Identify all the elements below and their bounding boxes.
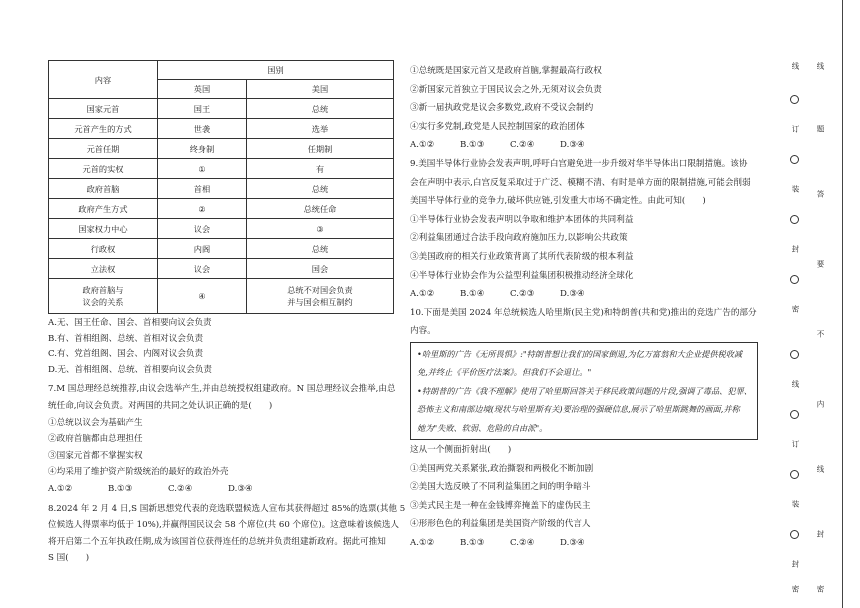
binding-circle	[790, 275, 799, 284]
table-cell: 国家权力中心	[49, 219, 158, 239]
table-cell: ③	[247, 219, 394, 239]
text-line: ②政府首脑都由总理担任	[48, 434, 143, 445]
table-cell: 议会	[158, 259, 247, 279]
text-line: 将开启第二个五年执政任期,成为该国首位获得连任的总统并负责组建新政府。据此可推知	[48, 536, 386, 547]
text-line: 订	[791, 125, 800, 133]
text-line: D.③④	[560, 140, 585, 151]
table-cell: 总统任命	[247, 199, 394, 219]
table-row	[49, 119, 394, 139]
table-cell: 议会	[158, 219, 247, 239]
table-col-us: 美国	[247, 80, 394, 99]
binding-circle	[790, 350, 799, 359]
binding-circle	[790, 530, 799, 539]
text-line: ①总统既是国家元首又是政府首脑,掌握最高行政权	[410, 66, 602, 76]
text-line: 封	[791, 560, 800, 568]
option-a: A.无、国王任命、国会、首相要向议会负责	[48, 318, 212, 328]
text-line: 题	[816, 125, 825, 133]
table-cell: 政府产生方式	[49, 199, 158, 219]
table-col-uk: 英国	[158, 80, 247, 99]
q7-options	[48, 481, 394, 498]
text-line: ①半导体行业协会发表声明以争取和维护本团体的共同利益	[410, 214, 634, 225]
text-line: ②新国家元首独立于国民议会之外,无须对议会负责	[410, 84, 602, 95]
text-line: 位候选人得票率均低于 10%),并赢得国民议会 58 个席位(共 60 个席位)。这意味着该候选人	[48, 520, 400, 531]
text-line: C.②④	[510, 537, 535, 548]
table-row	[49, 199, 394, 219]
text-line: 线	[791, 380, 800, 388]
table-row	[49, 259, 394, 279]
binding-circle	[790, 470, 799, 479]
table-cell: 总统不对国会负责 并与国会相互制约	[247, 279, 394, 314]
table-row	[49, 239, 394, 259]
text-line: ③美国政府的相关行业政策背离了其所代表阶级的根本利益	[410, 251, 634, 262]
table-cell: 元首任期	[49, 139, 158, 159]
text-line: C.②④	[168, 483, 193, 494]
text-line: 装	[791, 500, 800, 508]
text-line: S 国( )	[48, 553, 90, 564]
text-line: •特朗普的广告《我不理解》使用了哈里斯回答关于移民政策问题的片段,强调了毒品、犯罪、	[417, 385, 752, 396]
table-cell: 内阁	[158, 239, 247, 259]
table-header-country: 国别	[158, 61, 394, 80]
table-cell: 首相	[158, 179, 247, 199]
text-line: 密	[791, 305, 800, 313]
q8-options	[410, 136, 758, 155]
text-line: ④半导体行业协会作为公益型利益集团积极推动经济全球化	[410, 270, 634, 281]
text-line: 封	[816, 530, 825, 538]
table-cell: 元首的实权	[49, 159, 158, 179]
campaign-ad-box	[410, 342, 758, 440]
text-line: B.①③	[108, 483, 133, 494]
table-cell: ④	[158, 279, 247, 314]
binding-circle	[790, 95, 799, 104]
text-line: 封	[791, 245, 800, 253]
table-cell: ①	[158, 159, 247, 179]
text-line: 线	[816, 465, 825, 473]
text-line: A.①②	[410, 289, 435, 300]
text-line: D.③④	[560, 289, 585, 300]
table-cell: 终身制	[158, 139, 247, 159]
text-line: ④实行多党制,政党是人民控制国家的政治团体	[410, 121, 585, 132]
text-line: 订	[791, 440, 800, 448]
option-c: C.有、党首组阁、国会、内阁对议会负责	[48, 349, 204, 360]
text-line: ②利益集团通过合法手段向政府施加压力,以影响公共政策	[410, 233, 628, 244]
table-cell: 选举	[247, 119, 394, 139]
text-line: 美国半导体行业的竞争力,破坏供应链,引发重大市场不确定性。由此可知( )	[410, 196, 706, 207]
text-line: 线	[816, 62, 825, 70]
text-line: B.①③	[460, 537, 485, 548]
text-line: D.③④	[228, 483, 253, 494]
text-line: ④形形色色的利益集团是美国资产阶级的代言人	[410, 519, 591, 530]
table-header-content: 内容	[49, 61, 158, 99]
text-line: ④均采用了维护资产阶级统治的最好的政治外壳	[48, 467, 229, 478]
q9-options	[410, 285, 758, 304]
table-cell: 总统	[247, 99, 394, 119]
text-line: C.②③	[510, 289, 535, 300]
table-row-last	[49, 279, 394, 314]
text-line: ②美国大选反映了不同利益集团之间的明争暗斗	[410, 482, 591, 493]
text-line: 这从一个侧面折射出( )	[410, 444, 512, 455]
comparison-table	[48, 60, 394, 314]
text-line: 免,并终止《平价医疗法案》。但我们不会退让。"	[417, 367, 592, 378]
table-row	[49, 159, 394, 179]
text-line: ③新一届执政党是议会多数党,政府不受议会制约	[410, 103, 594, 114]
text-line: B.①④	[460, 289, 485, 300]
table-cell: 政府首脑与 议会的关系	[49, 279, 158, 314]
text-line: B.①③	[460, 140, 485, 151]
text-line: 会在声明中表示,白宫反复采取过于广泛、模糊不清、有时是单方面的限制措施,可能会削弱	[410, 177, 751, 188]
text-line: ①美国两党关系紧张,政治撕裂和两极化不断加剧	[410, 463, 594, 474]
question-7	[48, 381, 394, 497]
left-column	[48, 60, 406, 567]
binding-circle	[790, 215, 799, 224]
text-line: 内	[816, 400, 825, 408]
table-cell: 国家元首	[49, 99, 158, 119]
text-line: 恐怖主义和南部边境(现状与哈里斯有关)要治理的强硬信息,展示了哈里斯跳舞的画面,并称	[417, 404, 740, 415]
text-line: 她为"失败、软弱、危险的自由派"。	[417, 422, 548, 433]
table-cell: 有	[247, 159, 394, 179]
q6-options	[48, 316, 394, 378]
text-line: •哈里斯的广告《无所畏惧》:"特朗普想让我们的国家倒退,为亿万富翁和大企业提供税收减	[417, 348, 743, 359]
table-row	[49, 139, 394, 159]
binding-circle	[790, 155, 799, 164]
table-cell: 立法权	[49, 259, 158, 279]
text-line: 7.M 国总理经总统推荐,由议会选举产生,并由总统授权组建政府。N 国总理经议会推举,由总	[48, 384, 396, 395]
table-cell: 国会	[247, 259, 394, 279]
text-line: ③美式民主是一种在金钱博弈掩盖下的虚伪民主	[410, 500, 591, 511]
question-10	[410, 304, 758, 553]
table-cell: 任期制	[247, 139, 394, 159]
table-row	[49, 219, 394, 239]
table-cell: 国王	[158, 99, 247, 119]
text-line: 统任命,向议会负责。对两国的共同之处认识正确的是( )	[48, 400, 273, 411]
text-line: 密	[816, 585, 825, 593]
table-cell: 总统	[247, 179, 394, 199]
margin-edge-line	[842, 0, 853, 608]
text-line: 答	[816, 190, 825, 198]
table-cell: 政府首脑	[49, 179, 158, 199]
option-b: B.有、首相组阁、总统、首相对议会负责	[48, 333, 204, 344]
text-line: A.①②	[48, 483, 73, 494]
text-line: 10.下面是美国 2024 年总统候选人哈里斯(民主党)和特朗普(共和党)推出的竞选广告的部分	[410, 307, 757, 318]
binding-circle	[790, 410, 799, 419]
table-row	[49, 179, 394, 199]
text-line: 不	[816, 330, 825, 338]
text-line: ③国家元首都不掌握实权	[48, 450, 143, 461]
text-line: 8.2024 年 2 月 4 日,S 国新思想党代表的竞选联盟候选人宣布其获得超过 85%的选票(其他 5	[48, 503, 406, 514]
question-8	[48, 501, 406, 567]
text-line: C.②④	[510, 140, 535, 151]
table-cell: ②	[158, 199, 247, 219]
q10-options	[410, 534, 758, 553]
text-line: A.①②	[410, 140, 435, 151]
text-line: 内容。	[410, 326, 436, 337]
text-line: 密	[791, 585, 800, 593]
text-line: A.①②	[410, 537, 435, 548]
text-line: 装	[791, 185, 800, 193]
text-line: 要	[816, 260, 825, 268]
right-column	[410, 62, 758, 553]
table-cell: 总统	[247, 239, 394, 259]
table-row	[49, 99, 394, 119]
text-line: ①总统以议会为基础产生	[48, 417, 143, 428]
text-line: 线	[791, 62, 800, 70]
option-d: D.无、首相组阁、总统、首相要向议会负责	[48, 364, 213, 375]
table-cell: 世袭	[158, 119, 247, 139]
text-line: 9.美国半导体行业协会发表声明,呼吁白宫避免进一步升级对华半导体出口限制措施。该协	[410, 158, 748, 169]
question-9	[410, 155, 758, 304]
text-line: D.③④	[560, 537, 585, 548]
table-cell: 行政权	[49, 239, 158, 259]
table-cell: 元首产生的方式	[49, 119, 158, 139]
